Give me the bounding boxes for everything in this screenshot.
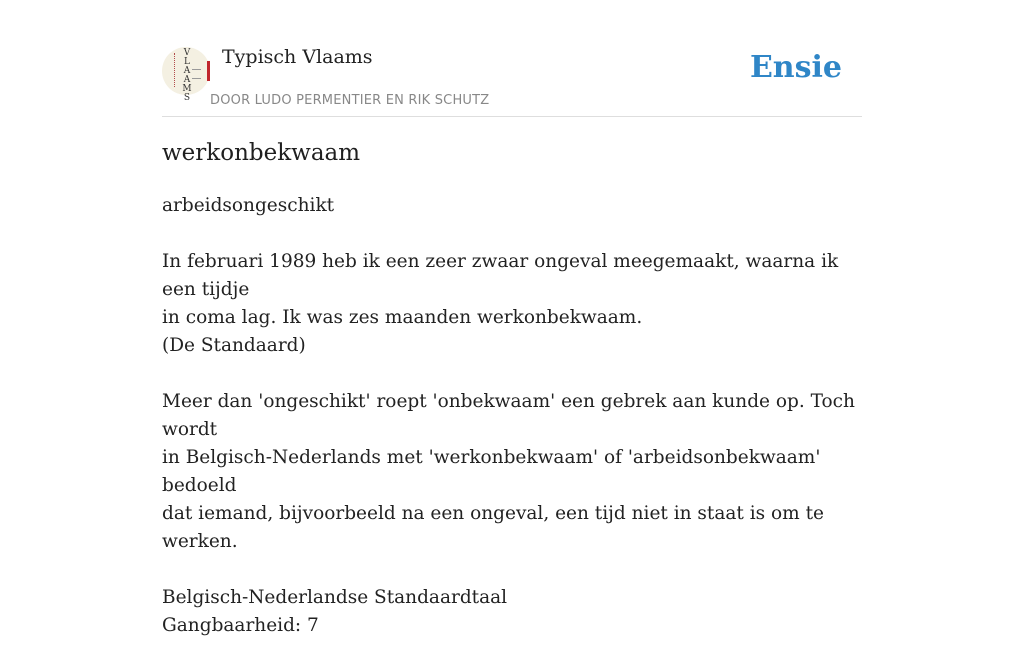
example-source: (De Standaard) bbox=[162, 335, 306, 356]
entry-acceptability: Gangbaarheid: 7 bbox=[162, 615, 319, 636]
typisch-vlaams-logo-icon[interactable] bbox=[162, 47, 210, 103]
entry-content bbox=[162, 192, 862, 668]
example-line: in coma lag. Ik was zes maanden werkonbekwaam. bbox=[162, 307, 643, 328]
ensie-brand-link[interactable]: Ensie bbox=[749, 50, 842, 85]
entry-category: Belgisch-Nederlandse Standaardtaal bbox=[162, 587, 508, 608]
entry-note bbox=[162, 388, 862, 556]
logo-red-stripe bbox=[207, 61, 210, 81]
page bbox=[162, 0, 862, 636]
example-line: In februari 1989 heb ik een zeer zwaar ongeval meegemaakt, waarna ik een tijdje bbox=[162, 251, 839, 300]
logo-letters: VLAAMS bbox=[182, 48, 192, 103]
note-line: dat iemand, bijvoorbeeld na een ongeval, een tijd niet in staat is om te werken. bbox=[162, 503, 824, 552]
note-line: in Belgisch-Nederlands met 'werkonbekwaam' of 'arbeidsonbekwaam' bedoeld bbox=[162, 447, 821, 496]
header bbox=[162, 0, 862, 117]
note-line: Meer dan 'ongeschikt' roept 'onbekwaam' een gebrek aan kunde op. Toch wordt bbox=[162, 391, 855, 440]
entry-meta bbox=[162, 584, 862, 640]
entry-example bbox=[162, 248, 862, 360]
blog-title[interactable]: Typisch Vlaams bbox=[222, 46, 373, 68]
logo-lines-decoration bbox=[192, 69, 201, 79]
entry-title: werkonbekwaam bbox=[162, 140, 361, 166]
blog-authors: DOOR LUDO PERMENTIER EN RIK SCHUTZ bbox=[210, 93, 490, 108]
entry-definition: arbeidsongeschikt bbox=[162, 195, 335, 216]
logo-dots-decoration bbox=[174, 53, 179, 87]
